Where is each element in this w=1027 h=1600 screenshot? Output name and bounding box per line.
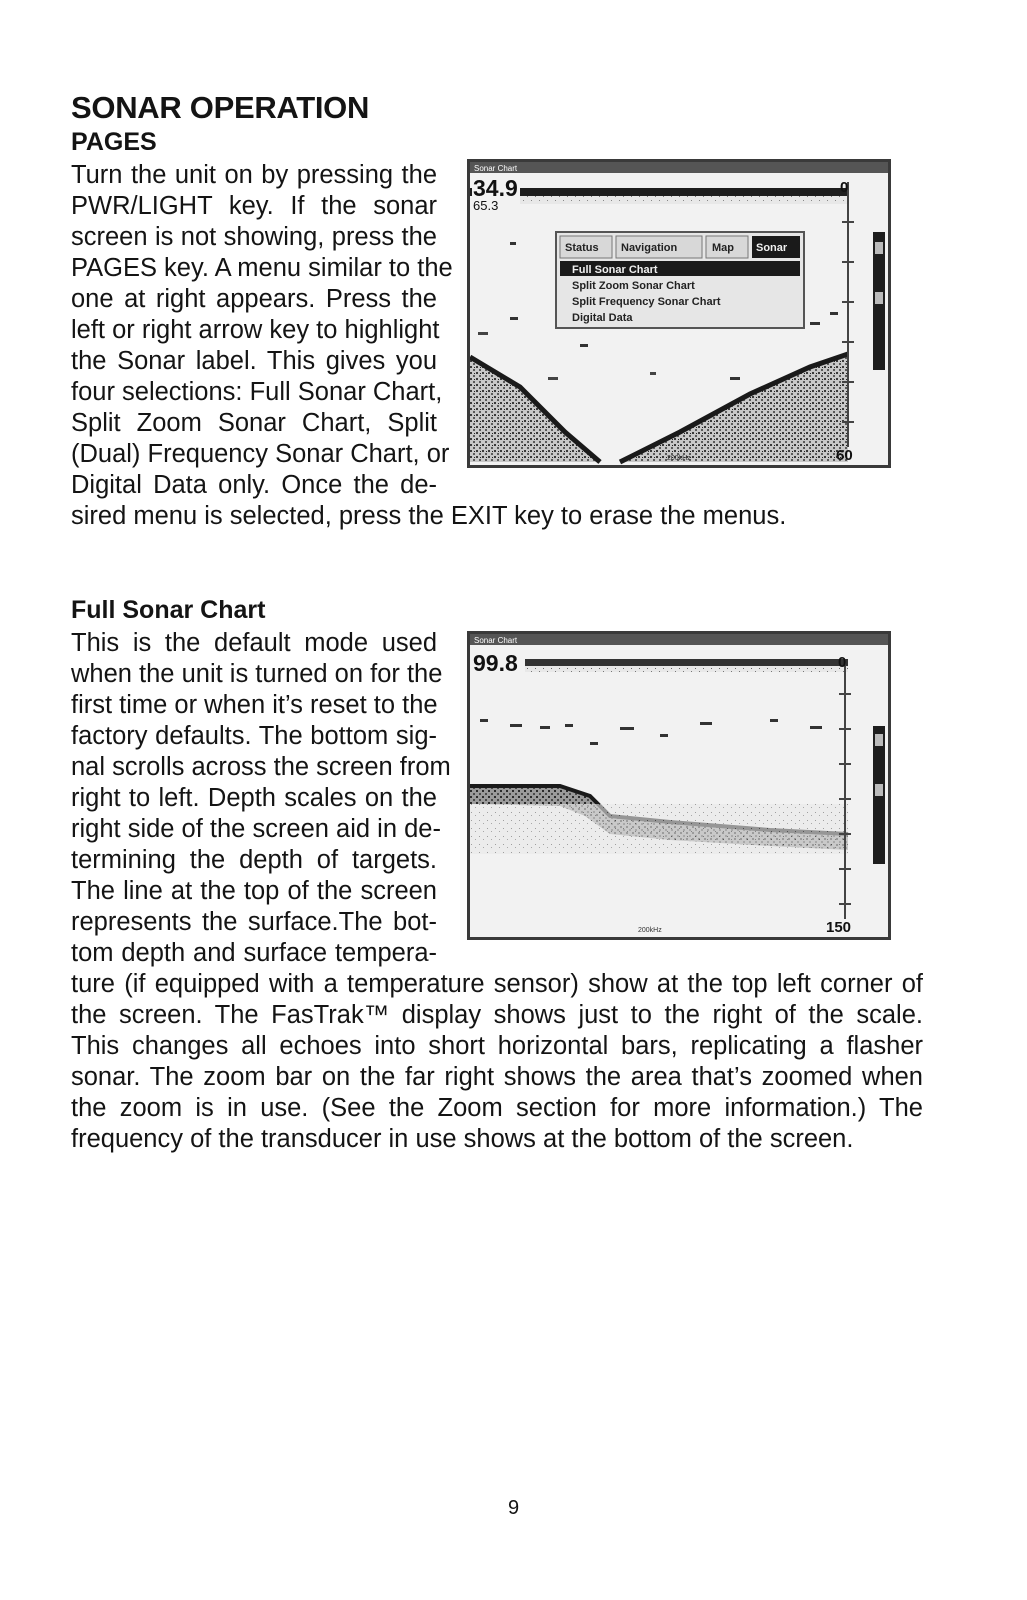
frequency-label: 200kHz <box>667 455 691 462</box>
paragraph-line: right to left. Depth scales on the <box>71 784 437 812</box>
menu-tab-status[interactable]: Status <box>565 242 599 254</box>
paragraph-line: Split Zoom Sonar Chart, Split <box>71 409 437 437</box>
page-number: 9 <box>507 1497 520 1519</box>
depth-readout: 99.8 <box>473 650 518 676</box>
scale-bottom-label: 150 <box>826 919 852 936</box>
paragraph-line: left or right arrow key to highlight <box>71 316 440 344</box>
scale-top-label: 0 <box>840 179 849 196</box>
paragraph-line: tom depth and surface tempera- <box>71 939 437 967</box>
scale-top-label: 0 <box>838 654 847 671</box>
menu-item-digital-data[interactable]: Digital Data <box>572 312 633 324</box>
depth-readout: 34.9 <box>473 175 518 201</box>
paragraph-line: This is the default mode used <box>71 629 437 657</box>
paragraph-line: Digital Data only. Once the de- <box>71 471 437 499</box>
temperature-readout: 65.3 <box>473 198 499 213</box>
paragraph-line: four selections: Full Sonar Chart, <box>71 378 443 406</box>
paragraph-line: PWR/LIGHT key. If the sonar <box>71 192 437 220</box>
paragraph-line: first time or when it’s reset to the <box>71 691 438 719</box>
section-title-pages: PAGES <box>71 128 157 156</box>
menu-item-split-zoom-sonar-chart[interactable]: Split Zoom Sonar Chart <box>572 280 695 292</box>
menu-tab-map[interactable]: Map <box>712 242 734 254</box>
scale-bottom-label: 60 <box>836 447 853 464</box>
paragraph-line: represents the surface.The bot- <box>71 908 437 936</box>
paragraph-line: (Dual) Frequency Sonar Chart, or <box>71 440 450 468</box>
sonar-screen-with-menu <box>467 159 891 468</box>
section-title-full-sonar-chart: Full Sonar Chart <box>71 596 266 624</box>
paragraph-line: frequency of the transducer in use shows at the bottom of the screen. <box>71 1125 854 1153</box>
page-heading: SONAR OPERATION <box>71 90 370 125</box>
paragraph-line: sired menu is selected, press the EXIT key to erase the menus. <box>71 502 787 530</box>
paragraph-line: Turn the unit on by pressing the <box>71 161 437 189</box>
frequency-label: 200kHz <box>638 927 662 934</box>
menu-item-full-sonar-chart[interactable]: Full Sonar Chart <box>572 264 658 276</box>
menu-tab-sonar[interactable]: Sonar <box>756 242 788 254</box>
full-sonar-chart-screen <box>467 631 891 940</box>
paragraph-line: screen is not showing, press the <box>71 223 437 251</box>
paragraph-line: one at right appears. Press the <box>71 285 437 313</box>
menu-item-split-frequency-sonar-chart[interactable]: Split Frequency Sonar Chart <box>572 296 721 308</box>
paragraph-line: factory defaults. The bottom sig- <box>71 722 437 750</box>
paragraph-line: termining the depth of targets. <box>71 846 437 874</box>
paragraph-line: ture (if equipped with a temperature sensor) show at the top left corner of <box>71 970 923 998</box>
paragraph-line: the zoom is in use. (See the Zoom section for more information.) The <box>71 1094 923 1122</box>
window-title: Sonar Chart <box>474 164 518 173</box>
paragraph-line: The line at the top of the screen <box>71 877 437 905</box>
paragraph-line: sonar. The zoom bar on the far right shows the area that’s zoomed when <box>71 1063 923 1091</box>
paragraph-line: nal scrolls across the screen from <box>71 753 451 781</box>
paragraph-line: This changes all echoes into short horizontal bars, replicating a flasher <box>71 1032 923 1060</box>
paragraph-line: the Sonar label. This gives you <box>71 347 437 375</box>
menu-tab-navigation[interactable]: Navigation <box>621 242 678 254</box>
paragraph-line: right side of the screen aid in de- <box>71 815 441 843</box>
paragraph-line: the screen. The FasTrak™ display shows just to the right of the scale. <box>71 1001 923 1029</box>
paragraph-line: PAGES key. A menu similar to the <box>71 254 453 282</box>
window-title: Sonar Chart <box>474 636 518 645</box>
paragraph-line: when the unit is turned on for the <box>71 660 443 688</box>
